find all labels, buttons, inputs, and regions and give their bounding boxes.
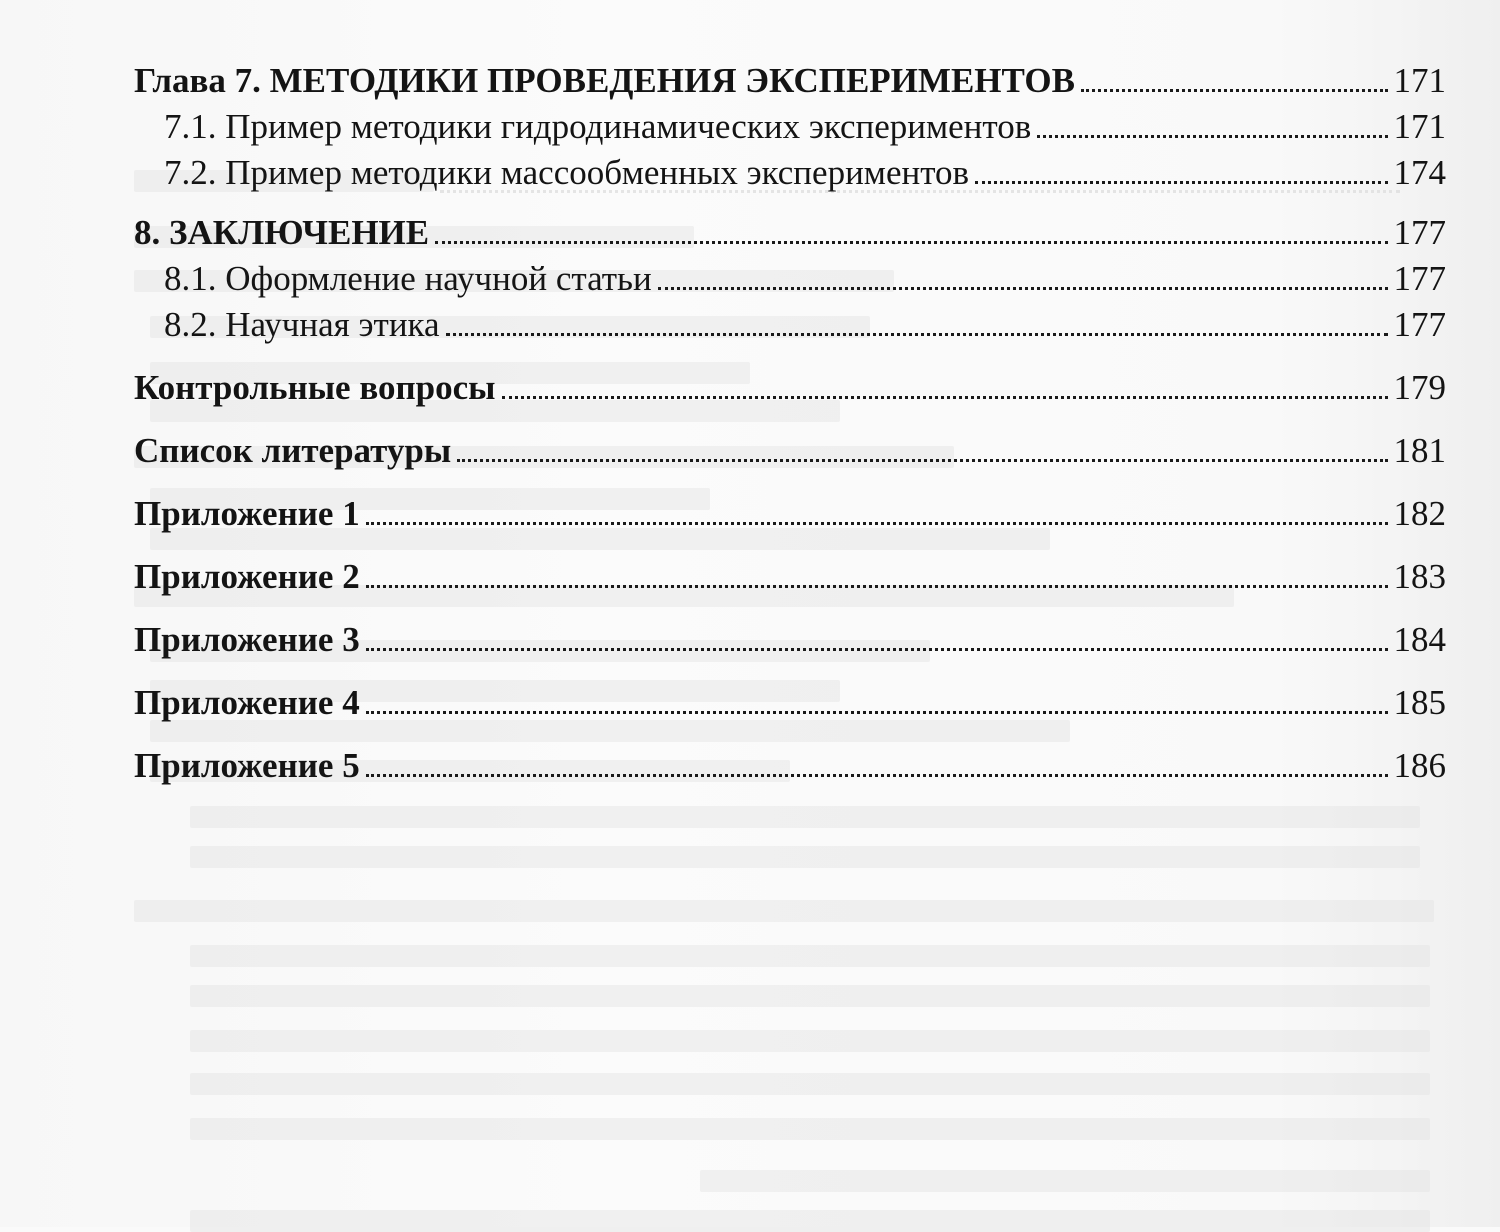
table-of-contents — [134, 58, 1446, 789]
dot-leader — [457, 459, 1387, 462]
dot-leader — [366, 648, 1388, 651]
toc-entry-section-7-1[interactable] — [134, 104, 1446, 150]
toc-entry-page-number: 185 — [1393, 683, 1446, 722]
toc-entry-appendix-3[interactable] — [134, 617, 1446, 663]
dot-leader — [366, 585, 1388, 588]
toc-entry-chapter-7[interactable] — [134, 58, 1446, 104]
toc-entry-references[interactable] — [134, 428, 1446, 474]
toc-entry-section-7-2[interactable] — [134, 150, 1446, 196]
toc-entry-page-number: 177 — [1393, 305, 1446, 344]
toc-entry-appendix-4[interactable] — [134, 680, 1446, 726]
toc-entry-section-8-1[interactable] — [134, 256, 1446, 302]
dot-leader — [366, 522, 1388, 525]
toc-entry-title: 8. ЗАКЛЮЧЕНИЕ — [134, 213, 430, 252]
toc-entry-title: Приложение 3 — [134, 620, 360, 659]
toc-entry-appendix-1[interactable] — [134, 491, 1446, 537]
toc-entry-appendix-5[interactable] — [134, 743, 1446, 789]
toc-entry-control-questions[interactable] — [134, 365, 1446, 411]
toc-entry-title: Приложение 4 — [134, 683, 360, 722]
dot-leader — [446, 333, 1388, 336]
toc-entry-page-number: 183 — [1393, 557, 1446, 596]
dot-leader — [366, 711, 1388, 714]
toc-entry-title: Приложение 5 — [134, 746, 360, 785]
toc-entry-page-number: 179 — [1393, 368, 1446, 407]
toc-entry-page-number: 181 — [1393, 431, 1446, 470]
toc-entry-title: Приложение 1 — [134, 494, 360, 533]
dot-leader — [502, 396, 1388, 399]
toc-entry-appendix-2[interactable] — [134, 554, 1446, 600]
toc-entry-title: Список литературы — [134, 431, 452, 470]
toc-entry-title: 8.2. Научная этика — [164, 305, 440, 344]
toc-entry-title: 7.2. Пример методики массообменных экспериментов — [164, 153, 970, 192]
toc-entry-chapter-8[interactable] — [134, 210, 1446, 256]
dot-leader — [1081, 89, 1388, 92]
toc-entry-title: Глава 7. МЕТОДИКИ ПРОВЕДЕНИЯ ЭКСПЕРИМЕНТОВ — [134, 61, 1075, 100]
dot-leader — [366, 774, 1388, 777]
toc-entry-title: Контрольные вопросы — [134, 368, 496, 407]
toc-entry-page-number: 171 — [1393, 107, 1446, 146]
toc-entry-page-number: 184 — [1393, 620, 1446, 659]
dot-leader — [975, 181, 1387, 184]
toc-entry-title: 8.1. Оформление научной статьи — [164, 259, 652, 298]
toc-entry-title: Приложение 2 — [134, 557, 360, 596]
toc-entry-page-number: 182 — [1393, 494, 1446, 533]
toc-entry-section-8-2[interactable] — [134, 302, 1446, 348]
dot-leader — [435, 241, 1387, 244]
dot-leader — [1037, 135, 1387, 138]
toc-entry-page-number: 174 — [1393, 153, 1446, 192]
toc-entry-page-number: 177 — [1393, 259, 1446, 298]
toc-entry-title: 7.1. Пример методики гидродинамических экспериментов — [164, 107, 1032, 146]
dot-leader — [658, 287, 1388, 290]
toc-entry-page-number: 177 — [1393, 213, 1446, 252]
toc-entry-page-number: 171 — [1393, 61, 1446, 100]
toc-entry-page-number: 186 — [1393, 746, 1446, 785]
